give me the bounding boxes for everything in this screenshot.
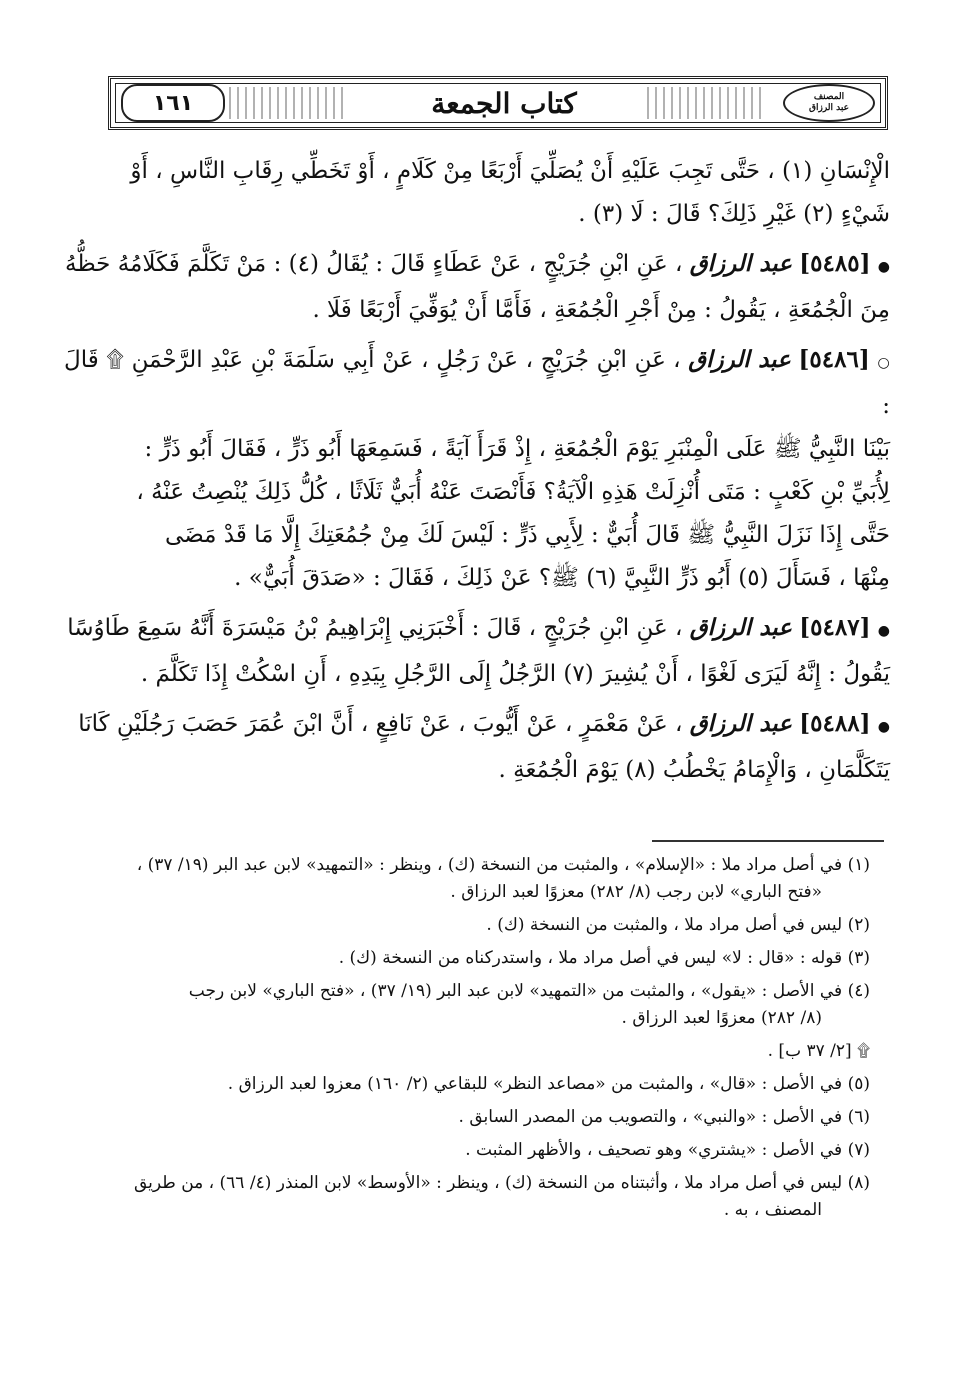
footnote-5	[108, 1071, 870, 1098]
footnote-line: (٦) في الأصل : «والنبي» ، والتصويب من المصدر السابق .	[458, 1107, 870, 1127]
hadith-author: عبد الرزاق	[689, 710, 792, 737]
hadith-marker: ●	[877, 259, 890, 275]
book-seal-logo	[783, 84, 875, 122]
footnote-1	[108, 852, 870, 906]
footnote-line: (٢) ليس في أصل مراد ملا ، والمثبت من النسخة (ك) .	[486, 915, 870, 935]
footnote-line: (٣) قوله : «قال : لا» ليس في أصل مراد ملا ، واستدركناه من النسخة (ك) .	[338, 948, 870, 968]
text-line: يَقُولُ : إِنَّهُ لَيَرَى لَغْوًا ، أَنْ يُشِيرَ (٧) الرَّجُلُ إِلَى الرَّجُلِ بِيَدِهِ ، أَنِ اسْكُتْ إِذَا تَكَلَّمَ .	[140, 661, 890, 687]
hadith-author: عبد الرزاق	[689, 250, 792, 277]
footnote-line: (٥) في الأصل : «قال» ، والمثبت من «مصاعد النظر» للبقاعي (٢/ ١٦٠) معزوا لعبد الرزاق .	[227, 1074, 870, 1094]
header-ornament-left	[229, 87, 349, 119]
hadith-marker: ●	[877, 623, 890, 639]
footnote-line: ۩ [٢/ ٣٧ ب] .	[767, 1041, 870, 1061]
hadith-number: [٥٤٨٧]	[799, 614, 871, 641]
seal-line-2: عبد الرزاق	[809, 103, 849, 113]
footnote-line: (٨/ ٢٨٢) معزوًا لعبد الرزاق .	[621, 1008, 822, 1028]
text-line: مِنَ الْجُمُعَةِ ، يَقُولُ : مِنْ أَجْرِ الْجُمُعَةِ ، فَأَمَّا أَنْ يُوَفِّيَ أَرْبَعًا فَلَا .	[312, 297, 890, 323]
text-line: ، عَنِ ابْنِ جُرَيْجٍ ، عَنْ عَطَاءٍ قَالَ : يُقَالُ (٤) : مَنْ تَكَلَّمَ فَكَلَامُهُ حَظُّهُ	[64, 251, 683, 277]
footnote-line: (٨) ليس في أصل مراد ملا ، وأثبتناه من النسخة (ك) ، وينظر : «الأوسط» لابن المنذر (٤/ ٦٦) ، من طريق	[133, 1173, 870, 1193]
header-ornament-right	[647, 87, 767, 119]
text-line: حَتَّى إِذَا نَزَلَ النَّبِيُّ ﷺ قَالَ أُبَيٌّ : لِأَبِي ذَرٍّ : لَيْسَ لَكَ مِنْ جُمُعَتِكَ إِلَّا مَا قَدْ مَضَى	[165, 522, 890, 548]
footnote-2	[108, 912, 870, 939]
text-line: لِأُبَيِّ بْنِ كَعْبٍ : مَتَى أُنْزِلَتْ هَذِهِ الْآيَةُ؟ فَأَنْصَتَ عَنْهُ أُبَيٌّ ثَلَاثًا ، كُلُّ ذَلِكَ يُنْصِتُ عَنْهُ ،	[136, 479, 890, 505]
footnote-8	[108, 1170, 870, 1224]
hadith-5486	[64, 338, 890, 600]
footnote-line: (٤) في الأصل : «يقول» ، والمثبت من «التمهيد» لابن عبد البر (١٩/ ٣٧) ، «فتح الباري» لابن رجب	[188, 981, 870, 1001]
book-title: كتاب الجمعة	[431, 86, 577, 120]
footnote-3	[108, 945, 870, 972]
text-line: يَتَكَلَّمَانِ ، وَالْإِمَامُ يَخْطُبُ (٨) يَوْمَ الْجُمُعَةِ .	[498, 757, 890, 783]
footnotes	[108, 852, 870, 1230]
hadith-5488	[64, 702, 890, 792]
hadith-author: عبد الرزاق	[689, 614, 792, 641]
hadith-number: [٥٤٨٦]	[798, 346, 870, 373]
intro-paragraph	[64, 150, 890, 236]
main-text	[64, 150, 890, 798]
seal-line-1: المصنف	[813, 92, 845, 102]
hadith-marker: ○	[877, 355, 891, 371]
text-line: بَيْنَا النَّبِيُّ ﷺ عَلَى الْمِنْبَرِ يَوْمَ الْجُمُعَةِ ، إِذْ قَرَأَ آيَةً ، فَسَمِعَهَا أَبُو ذَرٍّ ، فَقَالَ أَبُو ذَرٍّ :	[144, 436, 890, 462]
text-line: مِنْهَا ، فَسَأَلَ (٥) أَبُو ذَرٍّ النَّبِيَّ (٦) ﷺ؟ عَنْ ذَلِكَ ، فَقَالَ : «صَدَقَ أُبَيٌّ» .	[234, 565, 890, 591]
text-line: ، عَنِ ابْنِ جُرَيْجٍ ، عَنْ رَجُلٍ ، عَنْ أَبِي سَلَمَةَ بْنِ عَبْدِ الرَّحْمَنِ ۩ قَالَ :	[64, 347, 890, 419]
hadith-marker: ●	[877, 719, 890, 735]
footnote-separator	[652, 840, 884, 842]
hadith-number: [٥٤٨٨]	[799, 710, 871, 737]
hadith-5485	[64, 242, 890, 332]
footnote-line: (١) في أصل مراد ملا : «الإسلام» ، والمثبت من النسخة (ك) ، وينظر : «التمهيد» لابن عبد البر (١٩/ ٣٧) ،	[136, 855, 870, 875]
text-line: ، عَنِ ابْنِ جُرَيْجٍ ، قَالَ : أَخْبَرَنِي إِبْرَاهِيمُ بْنُ مَيْسَرَةَ أَنَّهُ سَمِعَ طَاوُسًا	[67, 615, 683, 641]
footnote-4	[108, 978, 870, 1032]
hadith-author: عبد الرزاق	[688, 346, 791, 373]
hadith-5487	[64, 606, 890, 696]
footnote-6	[108, 1104, 870, 1131]
text-line: شَيْءٍ (٢) غَيْرِ ذَلِكَ؟ قَالَ : لَا (٣) .	[578, 201, 890, 227]
hadith-number: [٥٤٨٥]	[799, 250, 871, 277]
manuscript-folio-note	[108, 1038, 870, 1065]
page-header	[108, 76, 888, 130]
footnote-line: «فتح الباري» لابن رجب (٨/ ٢٨٢) معزوًا لعبد الرزاق .	[450, 882, 822, 902]
text-line: الْإِنْسَانِ (١) ، حَتَّى تَجِبَ عَلَيْهِ أَنْ يُصَلِّيَ أَرْبَعًا مِنْ كَلَامٍ ، أَوْ تَخَطِّي رِقَابِ النَّاسِ ، أَوْ	[130, 158, 890, 184]
text-line: ، عَنْ مَعْمَرٍ ، عَنْ أَيُّوبَ ، عَنْ نَافِعٍ ، أَنَّ ابْنَ عُمَرَ حَصَبَ رَجُلَيْنِ كَانَا	[78, 711, 683, 737]
footnote-line: (٧) في الأصل : «يشتري» وهو تصحيف ، والأظهر المثبت .	[465, 1140, 870, 1160]
footnote-line: المصنف ، به .	[723, 1200, 822, 1220]
page-number: ١٦١	[121, 84, 225, 122]
footnote-7	[108, 1137, 870, 1164]
